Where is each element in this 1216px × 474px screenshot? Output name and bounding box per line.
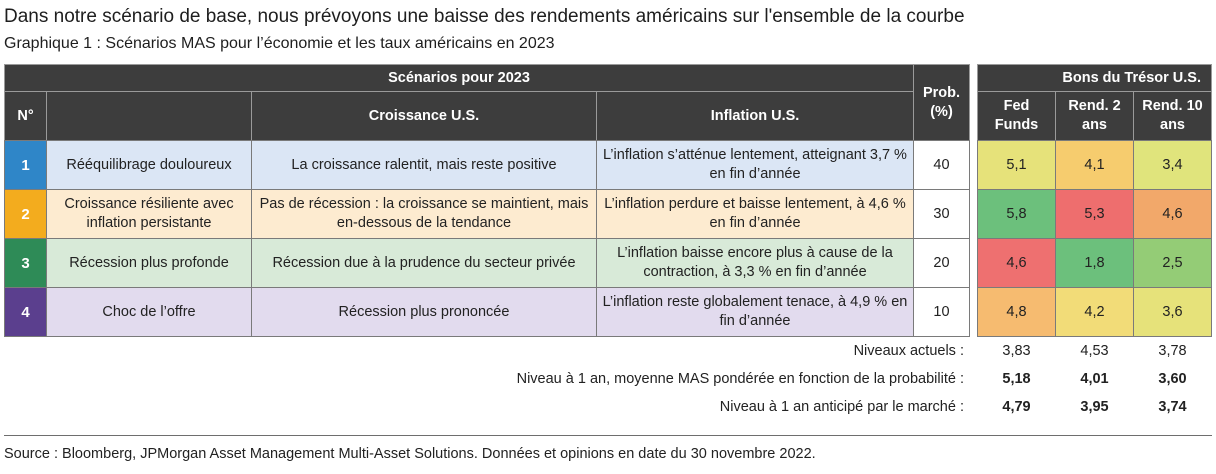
header-inflation: Inflation U.S. <box>596 91 914 141</box>
header-prob: Prob. (%) <box>913 64 970 141</box>
summary-value-r10: 3,78 <box>1158 343 1187 359</box>
cell-croissance: La croissance ralentit, mais reste positive <box>251 140 597 190</box>
summary-label: Niveau à 1 an, moyenne MAS pondérée en fonction de la probabilité : <box>516 371 964 387</box>
cell-r10: 3,4 <box>1133 140 1212 190</box>
header-no: N° <box>4 91 47 141</box>
summary-value-fed: 5,18 <box>1002 371 1031 387</box>
cell-r2: 4,1 <box>1055 140 1134 190</box>
header-rend-2-ans: Rend. 2 ans <box>1055 91 1134 141</box>
summary-label: Niveaux actuels : <box>853 343 964 359</box>
cell-croissance: Récession due à la prudence du secteur privée <box>251 238 597 288</box>
cell-inflation: L’inflation s’atténue lentement, atteignant 3,7 % en fin d’année <box>596 140 914 190</box>
cell-scenario: Récession plus profonde <box>46 238 252 288</box>
cell-no: 4 <box>4 287 47 337</box>
chart-title: Dans notre scénario de base, nous prévoyons une baisse des rendements américains sur l'ensemble de la courbe <box>4 6 965 27</box>
header-bons: Bons du Trésor U.S. <box>977 64 1212 92</box>
cell-no: 3 <box>4 238 47 288</box>
cell-r10: 2,5 <box>1133 238 1212 288</box>
header-scenarios: Scénarios pour 2023 <box>4 64 914 92</box>
cell-r2: 1,8 <box>1055 238 1134 288</box>
summary-value-r2: 4,01 <box>1080 371 1109 387</box>
cell-prob: 20 <box>913 238 970 288</box>
cell-no: 1 <box>4 140 47 190</box>
summary-value-r10: 3,60 <box>1158 371 1187 387</box>
cell-prob: 40 <box>913 140 970 190</box>
cell-fed: 5,1 <box>977 140 1056 190</box>
summary-label: Niveau à 1 an anticipé par le marché : <box>719 399 964 415</box>
cell-no: 2 <box>4 189 47 239</box>
cell-r10: 4,6 <box>1133 189 1212 239</box>
source-note: Source : Bloomberg, JPMorgan Asset Management Multi-Asset Solutions. Données et opinions en date du 30 novembre 2022. <box>4 446 816 462</box>
cell-croissance: Récession plus prononcée <box>251 287 597 337</box>
cell-r10: 3,6 <box>1133 287 1212 337</box>
summary-value-r10: 3,74 <box>1158 399 1187 415</box>
summary-value-r2: 4,53 <box>1080 343 1109 359</box>
cell-r2: 5,3 <box>1055 189 1134 239</box>
header-scenario-name <box>46 91 252 141</box>
summary-value-fed: 4,79 <box>1002 399 1031 415</box>
summary-value-r2: 3,95 <box>1080 399 1109 415</box>
cell-prob: 30 <box>913 189 970 239</box>
cell-scenario: Rééquilibrage douloureux <box>46 140 252 190</box>
cell-croissance: Pas de récession : la croissance se maintient, mais en-dessous de la tendance <box>251 189 597 239</box>
cell-fed: 5,8 <box>977 189 1056 239</box>
header-fed-funds: Fed Funds <box>977 91 1056 141</box>
cell-inflation: L’inflation perdure et baisse lentement, à 4,6 % en fin d’année <box>596 189 914 239</box>
cell-r2: 4,2 <box>1055 287 1134 337</box>
header-rend-10-ans: Rend. 10 ans <box>1133 91 1212 141</box>
cell-inflation: L’inflation reste globalement tenace, à 4,9 % en fin d’année <box>596 287 914 337</box>
footer-divider <box>4 435 1212 436</box>
cell-prob: 10 <box>913 287 970 337</box>
cell-fed: 4,6 <box>977 238 1056 288</box>
header-croissance: Croissance U.S. <box>251 91 597 141</box>
cell-scenario: Croissance résiliente avec inflation persistante <box>46 189 252 239</box>
cell-fed: 4,8 <box>977 287 1056 337</box>
cell-scenario: Choc de l’offre <box>46 287 252 337</box>
cell-inflation: L’inflation baisse encore plus à cause de la contraction, à 3,3 % en fin d’année <box>596 238 914 288</box>
summary-value-fed: 3,83 <box>1002 343 1031 359</box>
chart-subtitle: Graphique 1 : Scénarios MAS pour l’économie et les taux américains en 2023 <box>4 35 555 52</box>
